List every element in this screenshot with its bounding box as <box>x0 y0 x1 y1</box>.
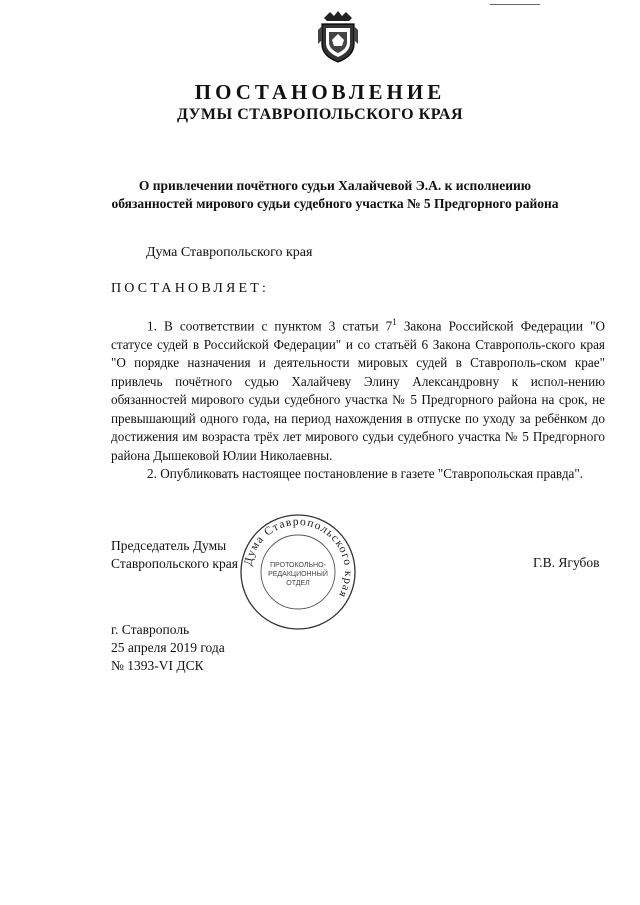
document-body <box>111 313 605 484</box>
subject-line-1: О привлечении почётного судьи Халайчевой Э.А. к исполнеиию <box>138 178 532 193</box>
stamp-ring-text: Дума Ставропольского края <box>242 515 355 601</box>
hyphen: - <box>563 373 569 389</box>
stamp-center-line-2: РЕДАКЦИОННЫЙ <box>268 571 328 578</box>
stamp-center-line-1: ПРОТОКОЛЬНО- <box>270 562 326 569</box>
position-line-2: Ставропольского края <box>111 556 238 571</box>
paragraph-1: 1. В соответствии с пунктом 3 статьи $7^1$ Закона Российской Федерации "О статусе судей в Российской Федерации" и со статьёй 6 Закона Ставрополь-ского края "О порядке назначения и деятельности мировых судей в Ставрополь-ском крае" привлечь почётного судью Халайчеву Элину Александровну к испол-нению обязанностей мирового судьи судебного участка № 5 Предгорного района на срок, не превышающий одного года, на период нахождения в отпуске по уходу за ребёнком до достижения им возраста трёх лет мирового судьи судебного участка № 5 Предгорного района Дышековой Юлии Николаевны. <box>111 317 605 463</box>
decree-heading: ПОСТАНОВЛЯЕТ: <box>111 281 270 296</box>
document-footer <box>111 621 225 675</box>
signatory-name: Г.В. Ягубов <box>533 555 600 570</box>
coat-of-arms-emblem <box>316 10 360 64</box>
position-line-1: Председатель Думы <box>111 538 227 553</box>
document-issuer: ДУМЫ СТАВРОПОЛЬСКОГО КРАЯ <box>176 106 464 123</box>
svg-text:Дума Ставропольского края <box>242 516 354 600</box>
superscript: 1 <box>392 317 397 327</box>
subject-line-2: обязанностей мирового судьи судебного участка № 5 Предгорного района <box>111 196 559 211</box>
scan-mark <box>490 4 540 5</box>
footer-number: № 1393-VI ДСК <box>111 658 204 673</box>
hyphen: - <box>535 355 541 371</box>
document-subject <box>100 177 570 213</box>
intro-text: Дума Ставропольского края <box>146 245 313 260</box>
stamp-center-line-3: ОТДЕЛ <box>286 580 310 587</box>
document-title: ПОСТАНОВЛЕНИЕ <box>194 80 446 104</box>
paragraph-2: 2. Опубликовать настоящее постановление в газете "Ставропольская правда". <box>147 466 584 482</box>
official-stamp <box>238 512 358 632</box>
signatory-position <box>111 537 238 573</box>
footer-city: г. Ставрополь <box>111 622 190 637</box>
footer-date: 25 апреля 2019 года <box>111 640 225 655</box>
hyphen: - <box>541 336 546 352</box>
